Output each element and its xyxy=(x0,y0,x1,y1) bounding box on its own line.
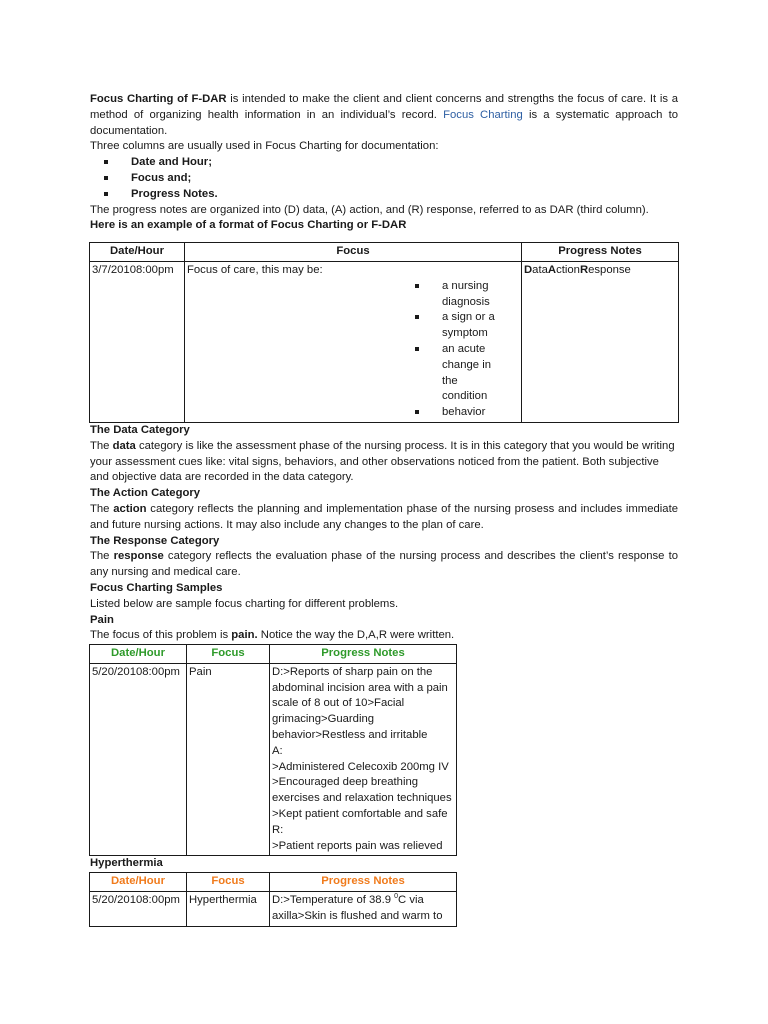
action-category-text: The action category reflects the planning and implementation phase of the nursing prosess and includes immediate and future nursing actions. It may also include any changes to the plan of care. xyxy=(90,502,678,531)
column-header-notes: Progress Notes xyxy=(270,873,457,892)
hyperthermia-table xyxy=(89,872,457,926)
pain-table xyxy=(89,644,457,856)
bullet-icon xyxy=(104,192,108,196)
pain-intro: The focus of this problem is pain. Notice the way the D,A,R were written. xyxy=(90,629,455,642)
list-item: behavior xyxy=(415,405,501,421)
response-category-text: The response category reflects the evaluation phase of the nursing process and describes the client’s response to any nursing and medical care. xyxy=(90,550,678,579)
bullet-icon xyxy=(415,347,419,351)
intro-text-a: is intended to make the client and client concerns and strengths the focus of care. It is a method of organizing health information in an individual’s record. xyxy=(90,93,678,121)
column-header-notes: Progress Notes xyxy=(270,645,457,664)
bullet-icon xyxy=(415,410,419,414)
format-table xyxy=(89,242,679,423)
samples-heading: Focus Charting Samples xyxy=(90,581,223,594)
bullet-icon xyxy=(415,284,419,288)
notes-cell: D:>Temperature of 38.9 $^0$C via axilla>Skin is flushed and warm to xyxy=(270,892,457,927)
samples-intro: Listed below are sample focus charting for different problems. xyxy=(90,597,399,610)
notes-cell: DataActionResponse xyxy=(522,261,679,422)
column-header-focus: Focus xyxy=(187,873,270,892)
focus-charting-link[interactable]: Focus Charting xyxy=(443,108,523,121)
notes-cell: D:>Reports of sharp pain on the abdominal incision area with a pain scale of 8 out of 10>Facial grimacing>Guarding behavior>Restless and irritable A: >Administered Celecoxib 200mg IV >Encouraged deep breathing exercises and relaxation techniques >Kept patient comfortable and safe R: >Patient reports pain was relieved xyxy=(270,663,457,856)
list-item: Progress Notes. xyxy=(104,187,678,203)
bullet-icon xyxy=(415,315,419,319)
pain-heading: Pain xyxy=(90,613,114,626)
action-category-heading: The Action Category xyxy=(90,487,201,500)
columns-intro: Three columns are usually used in Focus Charting for documentation: xyxy=(90,140,439,153)
columns-list xyxy=(90,155,678,202)
focus-intro: Focus of care, this may be: xyxy=(187,263,323,276)
response-category-heading: The Response Category xyxy=(90,534,220,547)
intro-bold-term: Focus Charting of F-DAR xyxy=(90,93,227,105)
focus-types-list xyxy=(415,279,501,421)
focus-cell: Hyperthermia xyxy=(187,892,270,927)
bullet-icon xyxy=(104,160,108,164)
column-header-date: Date/Hour xyxy=(90,243,185,262)
document-page xyxy=(90,92,678,927)
column-header-focus: Focus xyxy=(187,645,270,664)
hyperthermia-heading: Hyperthermia xyxy=(90,857,163,870)
column-header-date: Date/Hour xyxy=(90,645,187,664)
focus-cell: Pain xyxy=(187,663,270,856)
dar-explanation: The progress notes are organized into (D) data, (A) action, and (R) response, referred to as DAR (third column). xyxy=(90,203,649,216)
focus-cell xyxy=(185,261,522,422)
intro-paragraph xyxy=(90,92,678,139)
list-item: a nursing diagnosis xyxy=(415,279,501,311)
date-cell: 5/20/20108:00pm xyxy=(90,663,187,856)
data-category-text: The data category is like the assessment phase of the nursing process. It is in this category that you would be writing your assessment cues like: vital signs, behaviors, and other observations noticed from the patient. Both subjective and objective data are recorded in the data category. xyxy=(90,439,675,484)
date-cell: 3/7/20108:00pm xyxy=(90,261,185,422)
data-category-heading: The Data Category xyxy=(90,423,190,436)
intro-text-b: is a systematic approach to documentation. xyxy=(90,108,678,137)
bullet-icon xyxy=(104,176,108,180)
column-header-date: Date/Hour xyxy=(90,873,187,892)
column-header-focus: Focus xyxy=(185,243,522,262)
list-item: an acute change in the condition xyxy=(415,342,501,405)
date-cell: 5/20/20108:00pm xyxy=(90,892,187,927)
list-item: Date and Hour; xyxy=(104,155,678,171)
list-item: a sign or a symptom xyxy=(415,310,501,342)
list-item: Focus and; xyxy=(104,171,678,187)
column-header-notes: Progress Notes xyxy=(522,243,679,262)
format-example-heading: Here is an example of a format of Focus Charting or F-DAR xyxy=(90,219,407,232)
